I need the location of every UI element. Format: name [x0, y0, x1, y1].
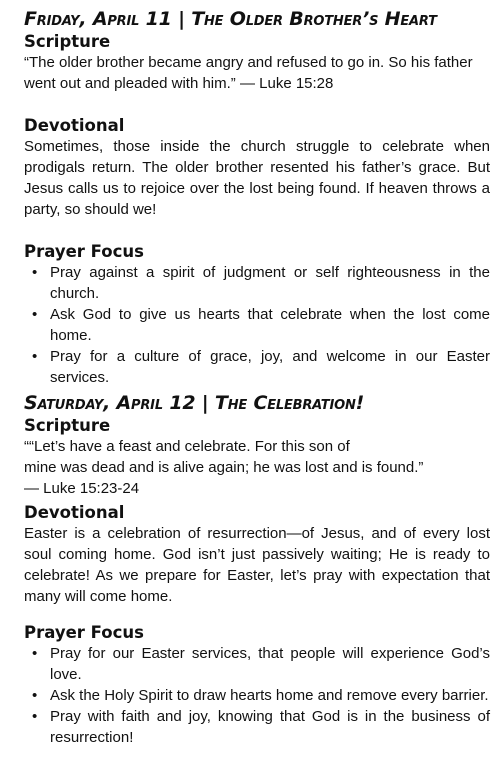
prayer-focus-heading: Prayer Focus — [24, 242, 144, 261]
bullet-icon: • — [32, 645, 38, 662]
prayer-item-text: Pray for a culture of grace, joy, and welcome in our Easter services. — [50, 348, 490, 386]
list-item — [24, 346, 490, 388]
scripture-line: mine was dead and is alive again; he was lost and is found.” — [24, 459, 424, 476]
prayer-list — [24, 262, 490, 388]
list-item — [24, 706, 490, 748]
bullet-icon: • — [32, 687, 38, 704]
bullet-icon: • — [32, 708, 38, 725]
devotional-text: Easter is a celebration of resurrection—of Jesus, and of every lost soul coming home. God isn’t just passively waiting; He is ready to celebrate! As we prepare for Easter, let’s pray with expectation that many will come home. — [24, 525, 490, 605]
scripture-text: “The older brother became angry and refused to go in. So his father went out and pleaded with him.” — Luke 15:28 — [24, 54, 473, 92]
prayer-list — [24, 643, 490, 748]
bullet-icon: • — [32, 348, 38, 365]
list-item — [24, 685, 490, 706]
prayer-focus-heading: Prayer Focus — [24, 623, 144, 642]
devotional-heading: Devotional — [24, 503, 125, 522]
scripture-reference: — Luke 15:23-24 — [24, 480, 140, 497]
devotional-heading: Devotional — [24, 116, 125, 135]
prayer-item-text: Pray with faith and joy, knowing that God is in the business of resurrection! — [50, 708, 490, 746]
devotional-text: Sometimes, those inside the church struggle to celebrate when prodigals return. The older brother resented his father’s grace. But Jesus calls us to rejoice over the lost being found. If heaven throws a party, so should we! — [24, 138, 490, 218]
prayer-item-text: Pray against a spirit of judgment or self righteousness in the church. — [50, 264, 490, 302]
day-title-friday: Friday, April 11 | The Older Brother’s Heart — [24, 8, 437, 30]
scripture-text — [24, 436, 490, 499]
day-title-saturday: Saturday, April 12 | The Celebration! — [24, 392, 365, 414]
scripture-line: ““Let’s have a feast and celebrate. For this son of — [24, 438, 350, 455]
scripture-heading: Scripture — [24, 32, 111, 51]
list-item — [24, 643, 490, 685]
list-item — [24, 262, 490, 304]
devotional-page — [24, 6, 490, 748]
prayer-item-text: Pray for our Easter services, that people will experience God’s love. — [50, 645, 490, 683]
prayer-item-text: Ask the Holy Spirit to draw hearts home and remove every barrier. — [50, 687, 489, 704]
bullet-icon: • — [32, 306, 38, 323]
prayer-item-text: Ask God to give us hearts that celebrate when the lost come home. — [50, 306, 490, 344]
scripture-heading: Scripture — [24, 416, 111, 435]
list-item — [24, 304, 490, 346]
bullet-icon: • — [32, 264, 38, 281]
